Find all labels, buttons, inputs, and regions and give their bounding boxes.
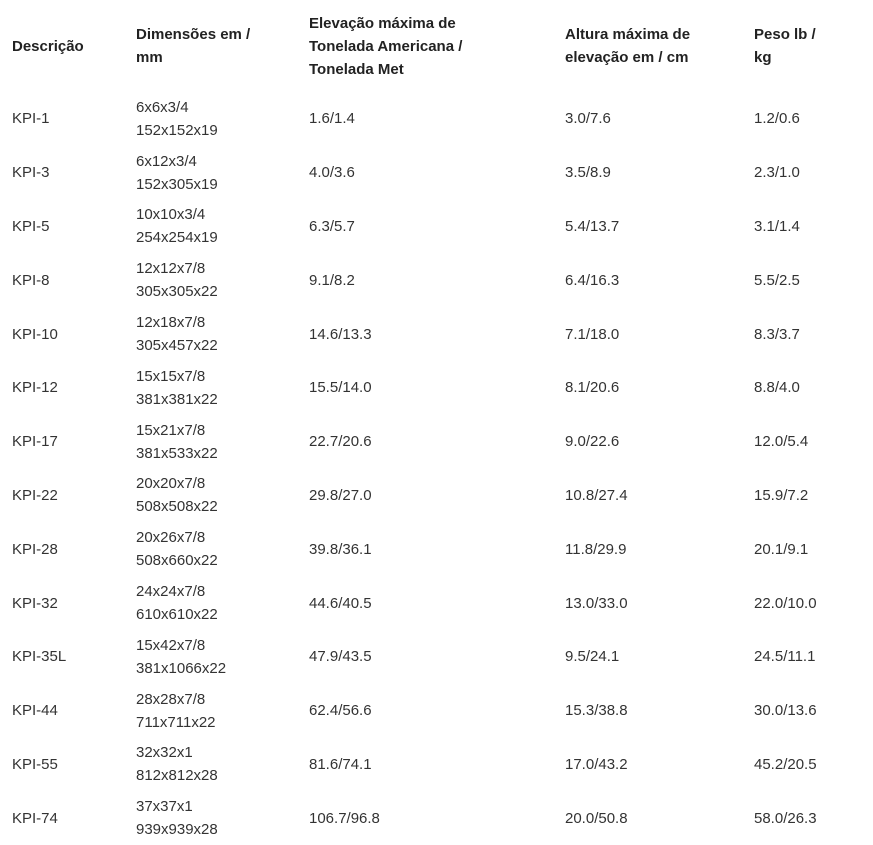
- cell-description: KPI-10: [12, 325, 58, 343]
- cell-weight: 3.1/1.4: [754, 217, 800, 235]
- cell-description: KPI-35L: [12, 648, 67, 666]
- cell-description: KPI-17: [12, 433, 58, 451]
- dimensions-inches: 28x28x7/8: [136, 690, 206, 708]
- cell-description: KPI-32: [12, 594, 58, 612]
- cell-weight: 12.0/5.4: [754, 433, 809, 451]
- cell-max-height: 5.4/13.7: [565, 217, 620, 235]
- cell-max-height: 6.4/16.3: [565, 271, 620, 289]
- cell-max-lift: 1.6/1.4: [309, 110, 355, 128]
- cell-description: KPI-3: [12, 164, 50, 182]
- dimensions-inches: 32x32x1: [136, 744, 193, 762]
- table-body: [0, 92, 873, 845]
- header-dimensions: Dimensões em / mm: [136, 26, 251, 66]
- cell-weight: 45.2/20.5: [754, 755, 817, 773]
- cell-weight: 24.5/11.1: [754, 648, 816, 666]
- table-row: [0, 791, 873, 845]
- dimensions-inches: 6x12x3/4: [136, 152, 197, 170]
- table-row: [0, 92, 873, 146]
- cell-max-height: 13.0/33.0: [565, 594, 628, 612]
- cell-description: KPI-8: [12, 271, 50, 289]
- dimensions-inches: 15x42x7/8: [136, 636, 206, 654]
- table-row: [0, 522, 873, 576]
- dimensions-inches: 20x26x7/8: [136, 529, 206, 547]
- table-row: [0, 576, 873, 630]
- cell-dimensions: [124, 307, 297, 361]
- cell-weight: 22.0/10.0: [754, 594, 817, 612]
- dimensions-mm: 610x610x22: [136, 606, 218, 624]
- dimensions-inches: 15x21x7/8: [136, 421, 206, 439]
- cell-max-height: 10.8/27.4: [565, 486, 628, 504]
- cell-description: KPI-44: [12, 702, 58, 720]
- table-row: [0, 146, 873, 200]
- cell-dimensions: [124, 146, 297, 200]
- dimensions-inches: 6x6x3/4: [136, 98, 189, 116]
- cell-max-height: 8.1/20.6: [565, 379, 620, 397]
- cell-max-height: 3.0/7.6: [565, 110, 611, 128]
- table-row: [0, 630, 873, 684]
- cell-max-height: 20.0/50.8: [565, 809, 628, 827]
- cell-max-lift: 81.6/74.1: [309, 755, 372, 773]
- cell-dimensions: [124, 684, 297, 738]
- cell-max-lift: 39.8/36.1: [309, 540, 372, 558]
- dimensions-inches: 20x20x7/8: [136, 475, 206, 493]
- cell-weight: 58.0/26.3: [754, 809, 817, 827]
- dimensions-mm: 508x508x22: [136, 498, 218, 516]
- table-row: [0, 684, 873, 738]
- dimensions-inches: 24x24x7/8: [136, 583, 206, 601]
- cell-weight: 8.8/4.0: [754, 379, 800, 397]
- cell-weight: 20.1/9.1: [754, 540, 809, 558]
- cell-dimensions: [124, 253, 297, 307]
- dimensions-inches: 37x37x1: [136, 798, 193, 816]
- cell-weight: 30.0/13.6: [754, 702, 817, 720]
- dimensions-inches: 10x10x3/4: [136, 206, 206, 224]
- cell-dimensions: [124, 361, 297, 415]
- dimensions-mm: 305x305x22: [136, 283, 218, 301]
- cell-description: KPI-12: [12, 379, 58, 397]
- cell-description: KPI-74: [12, 809, 58, 827]
- dimensions-mm: 254x254x19: [136, 229, 218, 247]
- cell-weight: 15.9/7.2: [754, 486, 809, 504]
- cell-weight: 8.3/3.7: [754, 325, 800, 343]
- table-row: [0, 415, 873, 469]
- table-row: [0, 361, 873, 415]
- cell-max-lift: 4.0/3.6: [309, 164, 355, 182]
- cell-max-lift: 6.3/5.7: [309, 217, 355, 235]
- header-max-lift: Elevação máxima de Tonelada Americana / Tonelada Met: [309, 14, 463, 78]
- dimensions-mm: 381x381x22: [136, 390, 218, 408]
- cell-max-lift: 106.7/96.8: [309, 809, 380, 827]
- dimensions-mm: 305x457x22: [136, 337, 218, 355]
- cell-dimensions: [124, 415, 297, 469]
- cell-description: KPI-5: [12, 217, 50, 235]
- cell-max-height: 9.5/24.1: [565, 648, 620, 666]
- cell-weight: 5.5/2.5: [754, 271, 800, 289]
- cell-dimensions: [124, 469, 297, 523]
- cell-dimensions: [124, 92, 297, 146]
- cell-max-lift: 29.8/27.0: [309, 486, 372, 504]
- dimensions-mm: 939x939x28: [136, 821, 218, 839]
- table-row: [0, 307, 873, 361]
- cell-dimensions: [124, 522, 297, 576]
- dimensions-inches: 15x15x7/8: [136, 367, 206, 385]
- cell-weight: 2.3/1.0: [754, 164, 800, 182]
- table-header: [0, 0, 873, 92]
- dimensions-inches: 12x12x7/8: [136, 260, 206, 278]
- header-description: Descrição: [12, 37, 84, 55]
- dimensions-inches: 12x18x7/8: [136, 314, 206, 332]
- cell-max-lift: 47.9/43.5: [309, 648, 372, 666]
- cell-dimensions: [124, 738, 297, 792]
- cell-max-height: 3.5/8.9: [565, 164, 611, 182]
- cell-description: KPI-1: [12, 110, 50, 128]
- cell-dimensions: [124, 576, 297, 630]
- cell-dimensions: [124, 200, 297, 254]
- header-max-height: Altura máxima de elevação em / cm: [565, 26, 691, 66]
- cell-weight: 1.2/0.6: [754, 110, 800, 128]
- table-row: [0, 253, 873, 307]
- dimensions-mm: 381x533x22: [136, 444, 218, 462]
- cell-dimensions: [124, 791, 297, 845]
- cell-max-lift: 14.6/13.3: [309, 325, 372, 343]
- header-weight: Peso lb / kg: [754, 26, 816, 66]
- dimensions-mm: 711x711x22: [136, 713, 216, 731]
- cell-description: KPI-28: [12, 540, 58, 558]
- cell-max-lift: 15.5/14.0: [309, 379, 372, 397]
- header-row: [0, 0, 873, 92]
- cell-max-height: 17.0/43.2: [565, 755, 628, 773]
- table-row: [0, 738, 873, 792]
- dimensions-mm: 381x1066x22: [136, 659, 227, 677]
- cell-max-height: 9.0/22.6: [565, 433, 620, 451]
- cell-max-lift: 9.1/8.2: [309, 271, 355, 289]
- table-row: [0, 200, 873, 254]
- dimensions-mm: 812x812x28: [136, 767, 218, 785]
- cell-max-lift: 22.7/20.6: [309, 433, 372, 451]
- dimensions-mm: 152x305x19: [136, 175, 218, 193]
- cell-max-height: 15.3/38.8: [565, 702, 628, 720]
- cell-max-height: 7.1/18.0: [565, 325, 620, 343]
- cell-max-lift: 62.4/56.6: [309, 702, 372, 720]
- cell-description: KPI-22: [12, 486, 58, 504]
- cell-description: KPI-55: [12, 755, 58, 773]
- dimensions-mm: 152x152x19: [136, 121, 218, 139]
- table-row: [0, 469, 873, 523]
- cell-max-height: 11.8/29.9: [565, 540, 627, 558]
- cell-dimensions: [124, 630, 297, 684]
- dimensions-mm: 508x660x22: [136, 552, 218, 570]
- cell-max-lift: 44.6/40.5: [309, 594, 372, 612]
